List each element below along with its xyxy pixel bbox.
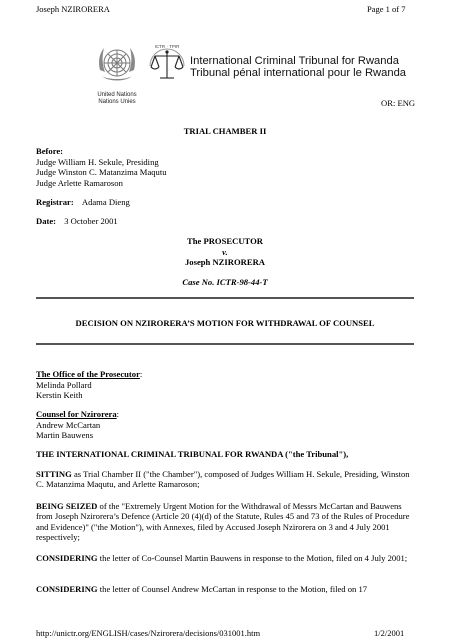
paragraph-considering-mccartan [36, 584, 414, 594]
paragraph-lead: SITTING [36, 469, 72, 479]
un-emblem-icon [92, 40, 142, 90]
counsel-member: Andrew McCartan [36, 419, 101, 430]
case-number: Case No. ICTR-98-44-T [182, 277, 268, 287]
ictr-arc-text: ICTR · TPIR [154, 44, 180, 49]
page-header-title: Joseph NZIRORERA [36, 4, 110, 14]
judge-member: Judge Winston C. Matanzima Maqutu [36, 167, 167, 177]
decision-title: DECISION ON NZIRORERA’S MOTION FOR WITHDRAWAL OF COUNSEL [75, 318, 375, 328]
un-caption-fr: Nations Unies [98, 98, 136, 105]
divider-top [36, 297, 414, 299]
ictr-scales-icon [146, 40, 188, 86]
divider-bottom [36, 343, 414, 345]
paragraph-considering-bauwens [36, 553, 414, 563]
registrar-label: Registrar: [36, 197, 74, 207]
registrar-name: Adama Dieng [81, 197, 130, 207]
otp-colon: : [139, 369, 143, 379]
tribunal-heading: THE INTERNATIONAL CRIMINAL TRIBUNAL FOR RWANDA ("the Tribunal"), [36, 449, 349, 459]
judge-member: Judge Arlette Ramaroson [36, 177, 123, 188]
versus-label: v. [222, 246, 228, 257]
registrar-line [36, 197, 130, 207]
page-footer-url[interactable]: http://unictr.org/ENGLISH/cases/Nzirorera/decisions/031001.htm [36, 628, 261, 638]
party-accused: Joseph NZIRORERA [185, 257, 265, 267]
paragraph-lead: CONSIDERING [36, 584, 98, 594]
page-header-page-number: Page 1 of 7 [367, 4, 406, 14]
counsel-heading [36, 409, 119, 419]
counsel-label: Counsel for Nzirorera [36, 409, 117, 419]
original-language: OR: ENG [381, 98, 416, 108]
paragraph-text: of the "Extremely Urgent Motion for the Withdrawal of Messrs McCartan and Bauwens from Joseph Nzirorera’s Defence (Article 20 (4)(d) of the Statute, Rules 45 and 73 of the Rules of Procedure and Evidence)" ("the Motion"), with Annexes, filed by Accused Joseph Nzirorera on 3 and 4 July 2001 respectively; [36, 501, 410, 543]
date-value: 3 October 2001 [64, 216, 118, 226]
paragraph-lead: CONSIDERING [36, 553, 98, 563]
date-line [36, 216, 118, 226]
paragraph-sitting [36, 469, 414, 490]
tribunal-name-fr: Tribunal pénal international pour le Rwanda [190, 67, 407, 79]
chamber-heading: TRIAL CHAMBER II [183, 126, 267, 136]
counsel-colon: : [116, 409, 120, 419]
tribunal-name-en: International Criminal Tribunal for Rwanda [190, 55, 399, 67]
paragraph-lead: BEING SEIZED [36, 501, 98, 511]
paragraph-text: the letter of Co-Counsel Martin Bauwens in response to the Motion, filed on 4 July 2001; [97, 553, 408, 563]
judge-presiding: Judge William H. Sekule, Presiding [36, 156, 159, 167]
otp-member: Kerstin Keith [36, 390, 83, 400]
date-label: Date: [36, 216, 57, 226]
page-footer-date: 1/2/2001 [374, 628, 405, 638]
counsel-member: Martin Bauwens [36, 430, 94, 440]
paragraph-text: as Trial Chamber II ("the Chamber"), composed of Judges William H. Sekule, Presiding, Winston C. Matanzima Maqutu, and Arlette Ramaroson; [36, 469, 410, 490]
paragraph-text: the letter of Counsel Andrew McCartan in response to the Motion, filed on 17 [97, 584, 368, 594]
paragraph-being-seized [36, 501, 414, 543]
otp-member: Melinda Pollard [36, 379, 92, 390]
party-prosecutor: The PROSECUTOR [186, 236, 263, 246]
otp-label: The Office of the Prosecutor [36, 369, 140, 379]
otp-heading [36, 369, 142, 379]
before-label: Before: [36, 146, 64, 156]
un-caption-en: United Nations [97, 92, 137, 98]
